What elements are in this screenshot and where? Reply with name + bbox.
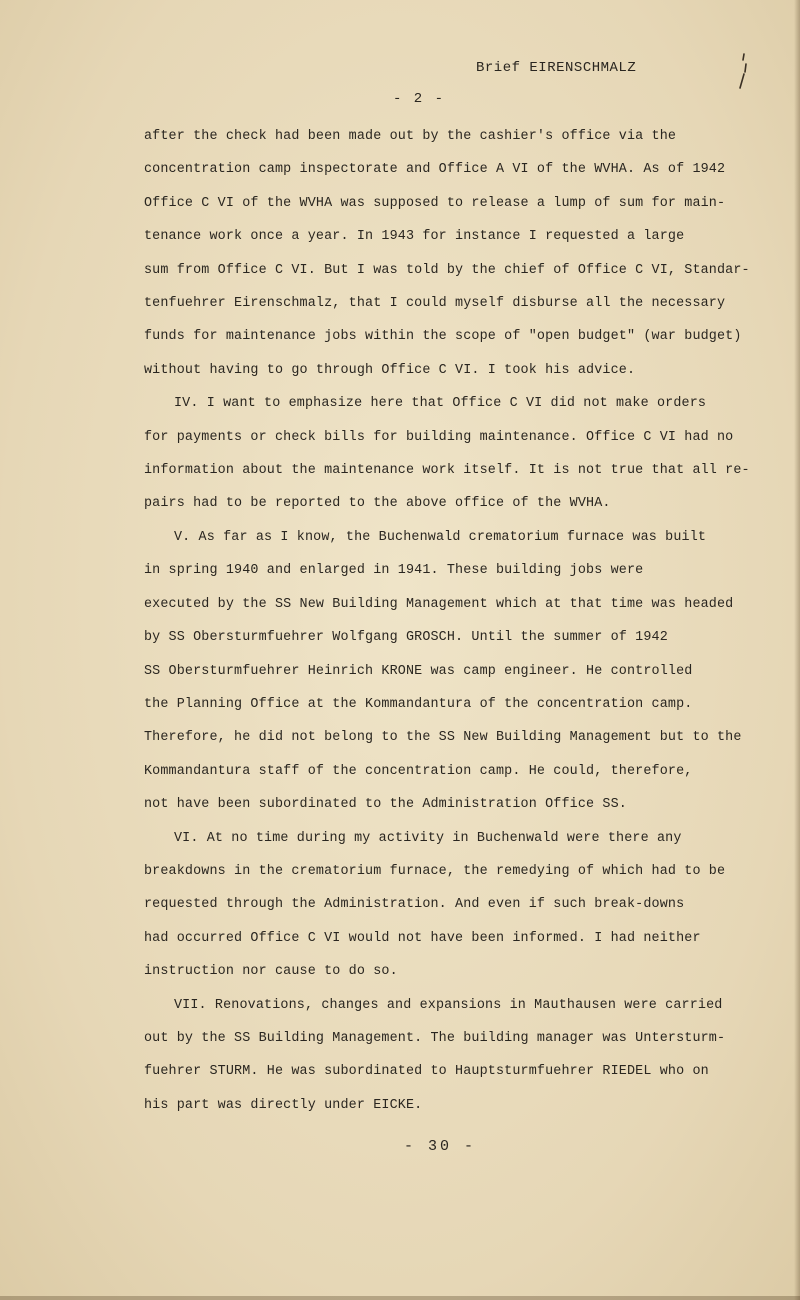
text-line: the Planning Office at the Kommandantura of the concentration camp. (144, 696, 693, 712)
page-edge-shadow (794, 0, 800, 1300)
text-line: pairs had to be reported to the above office of the WVHA. (144, 496, 611, 512)
section-start-line: IV. I want to emphasize here that Office C VI did not make orders (174, 396, 707, 412)
body-text (144, 120, 764, 1122)
text-line: out by the SS Building Management. The building manager was Untersturm- (144, 1030, 726, 1046)
section-start-line: VI. At no time during my activity in Buchenwald were there any (174, 830, 682, 846)
page-marker: - 2 - (393, 91, 446, 107)
text-line: information about the maintenance work itself. It is not true that all re- (144, 463, 750, 479)
handwritten-mark-icon (730, 52, 754, 92)
text-line: executed by the SS New Building Management which at that time was headed (144, 596, 734, 612)
page-number: - 30 - (404, 1138, 477, 1155)
text-line: SS Obersturmfuehrer Heinrich KRONE was camp engineer. He controlled (144, 663, 693, 679)
text-line: by SS Obersturmfuehrer Wolfgang GROSCH. Until the summer of 1942 (144, 630, 668, 646)
text-line: for payments or check bills for building maintenance. Office C VI had no (144, 429, 734, 445)
text-line: concentration camp inspectorate and Office A VI of the WVHA. As of 1942 (144, 162, 726, 178)
document-reference: Brief EIRENSCHMALZ (476, 60, 637, 76)
text-line: Therefore, he did not belong to the SS New Building Management but to the (144, 730, 742, 746)
text-line: tenfuehrer Eirenschmalz, that I could myself disburse all the necessary (144, 296, 726, 312)
text-line: his part was directly under EICKE. (144, 1097, 423, 1113)
text-line: had occurred Office C VI would not have been informed. I had neither (144, 930, 701, 946)
text-line: requested through the Administration. And even if such break-downs (144, 897, 685, 913)
text-line: sum from Office C VI. But I was told by the chief of Office C VI, Standar- (144, 262, 750, 278)
section-start-line: VII. Renovations, changes and expansions in Mauthausen were carried (174, 997, 723, 1013)
text-line: in spring 1940 and enlarged in 1941. These building jobs were (144, 563, 644, 579)
text-line: not have been subordinated to the Administration Office SS. (144, 797, 627, 813)
text-line: Kommandantura staff of the concentration camp. He could, therefore, (144, 763, 693, 779)
text-line: funds for maintenance jobs within the scope of "open budget" (war budget) (144, 329, 742, 345)
text-line: after the check had been made out by the cashier's office via the (144, 129, 677, 144)
text-line: fuehrer STURM. He was subordinated to Hauptsturmfuehrer RIEDEL who on (144, 1064, 709, 1080)
text-line: without having to go through Office C VI. I took his advice. (144, 362, 636, 378)
section-start-line: V. As far as I know, the Buchenwald crematorium furnace was built (174, 529, 707, 545)
text-line: breakdowns in the crematorium furnace, the remedying of which had to be (144, 863, 726, 879)
page-bottom-edge (0, 1296, 800, 1300)
text-line: Office C VI of the WVHA was supposed to release a lump of sum for main- (144, 195, 726, 211)
text-line: tenance work once a year. In 1943 for instance I requested a large (144, 229, 685, 245)
text-line: instruction nor cause to do so. (144, 964, 398, 980)
